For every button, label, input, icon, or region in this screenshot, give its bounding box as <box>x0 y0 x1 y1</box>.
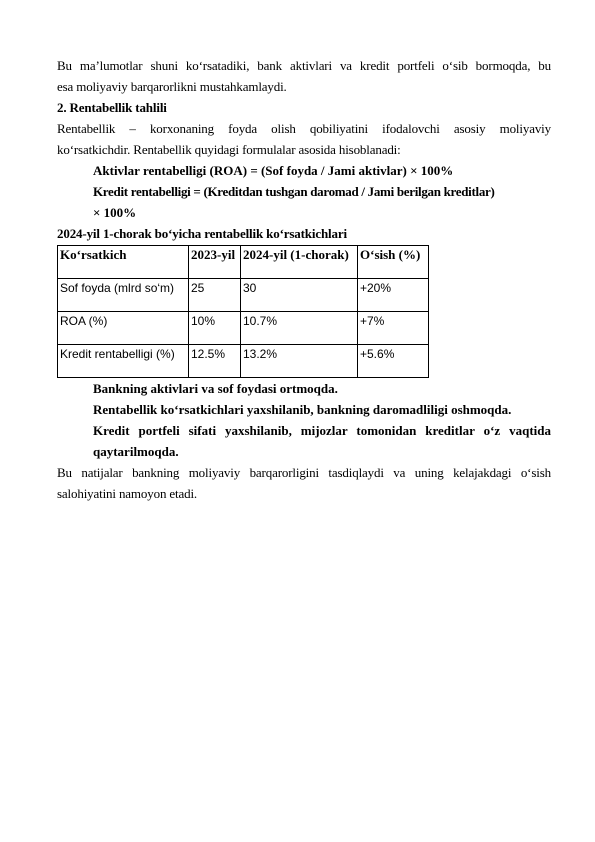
conclusion-line-1: Bu natijalar bankning moliyaviy barqarorligini tasdiqlaydi va uning kelajakdagi o‘sish <box>57 465 551 480</box>
table-cell: 30 <box>241 279 358 312</box>
conclusion-line-2: salohiyatini namoyon etadi. <box>57 486 198 501</box>
header-cell-indicator: Ko‘rsatkich <box>58 246 189 279</box>
finding-item-1: Bankning aktivlari va sof foydasi ortmoqda. <box>93 381 338 396</box>
table-cell: 13.2% <box>241 345 358 378</box>
formula-credit-line-2: × 100% <box>93 205 137 220</box>
table-cell: 25 <box>189 279 241 312</box>
table-header-row <box>58 246 429 279</box>
section-paragraph-line-1: Rentabellik – korxonaning foyda olish qobiliyatini ifodalovchi asosiy moliyaviy <box>57 121 551 136</box>
table-cell: +7% <box>358 312 429 345</box>
table-cell: Sof foyda (mlrd so‘m) <box>58 279 189 312</box>
finding-item-3-line-2: qaytarilmoqda. <box>93 444 179 459</box>
table-row <box>58 345 429 378</box>
rentability-table <box>57 245 429 378</box>
table-cell: Kredit rentabelligi (%) <box>58 345 189 378</box>
intro-line-2: esa moliyaviy barqarorlikni mustahkamlaydi. <box>57 79 287 94</box>
formula-roa: Aktivlar rentabelligi (ROA) = (Sof foyda / Jami aktivlar) × 100% <box>93 163 454 178</box>
formula-credit-line-1: Kredit rentabelligi = (Kreditdan tushgan daromad / Jami berilgan kreditlar) <box>93 184 495 199</box>
table-cell: ROA (%) <box>58 312 189 345</box>
table-cell: +20% <box>358 279 429 312</box>
page-content <box>57 55 551 504</box>
table-cell: 12.5% <box>189 345 241 378</box>
table-row <box>58 312 429 345</box>
finding-item-3-line-1: Kredit portfeli sifati yaxshilanib, mijozlar tomonidan kreditlar o‘z vaqtida <box>93 423 551 438</box>
header-cell-2023: 2023-yil <box>189 246 241 279</box>
table-cell: 10% <box>189 312 241 345</box>
section-heading: 2. Rentabellik tahlili <box>57 100 167 115</box>
header-cell-growth: O‘sish (%) <box>358 246 429 279</box>
table-cell: +5.6% <box>358 345 429 378</box>
table-row <box>58 279 429 312</box>
finding-item-2: Rentabellik ko‘rsatkichlari yaxshilanib, bankning daromadliligi oshmoqda. <box>93 402 512 417</box>
intro-line-1: Bu ma’lumotlar shuni ko‘rsatadiki, bank aktivlari va kredit portfeli o‘sib bormoqda, bu <box>57 58 551 73</box>
table-caption: 2024-yil 1-chorak bo‘yicha rentabellik ko‘rsatkichlari <box>57 226 347 241</box>
table-cell: 10.7% <box>241 312 358 345</box>
header-cell-2024q1: 2024-yil (1-chorak) <box>241 246 358 279</box>
section-paragraph-line-2: ko‘rsatkichdir. Rentabellik quyidagi formulalar asosida hisoblanadi: <box>57 142 401 157</box>
